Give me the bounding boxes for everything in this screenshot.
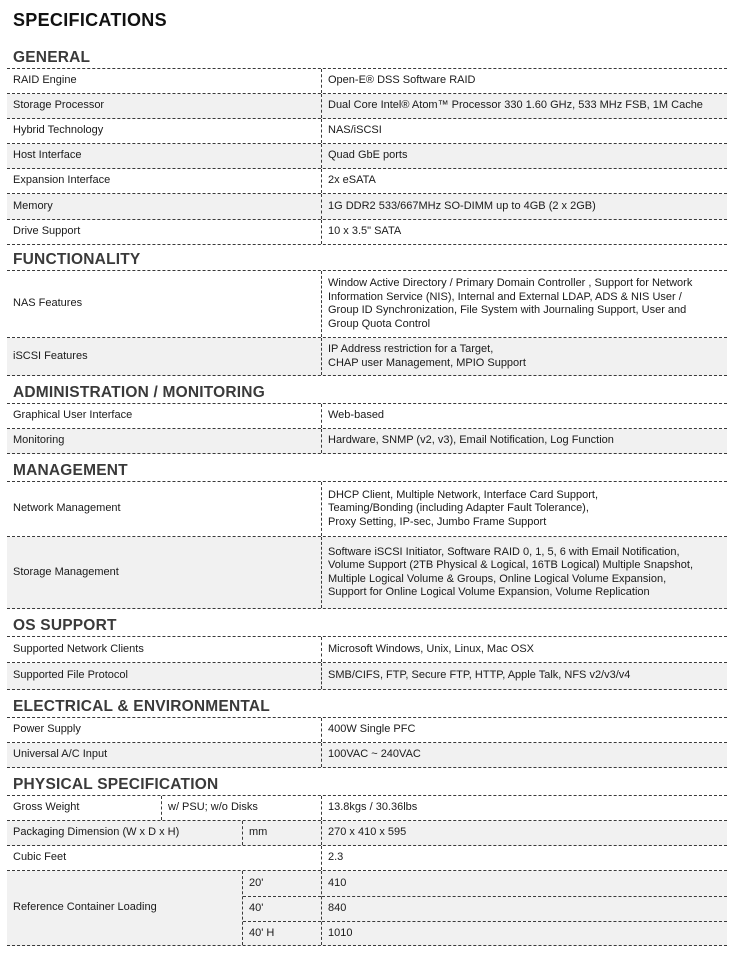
section-heading-physical: PHYSICAL SPECIFICATION <box>7 768 727 796</box>
spec-value: IP Address restriction for a Target, CHAP user Management, MPIO Support <box>321 338 727 375</box>
spec-value: Hardware, SNMP (v2, v3), Email Notification, Log Function <box>321 429 727 453</box>
container-value-40ft-h: 1010 <box>322 921 727 946</box>
section-heading-os-support: OS SUPPORT <box>7 609 727 637</box>
spec-value: 270 x 410 x 595 <box>321 821 727 845</box>
spec-value: Window Active Directory / Primary Domain Controller , Support for Network Information Service (NIS), Internal and External LDAP, ADS & NIS User / Group ID Synchronization, File System with Journaling Support, User and Group Quota Control <box>321 271 727 337</box>
spec-sub-label: mm <box>242 821 267 845</box>
container-value-40ft: 840 <box>322 896 727 921</box>
container-sub-column <box>242 871 321 945</box>
spec-value: 1G DDR2 533/667MHz SO-DIMM up to 4GB (2 x 2GB) <box>321 194 727 219</box>
spec-label: Storage Processor <box>13 99 105 112</box>
spec-label: Supported File Protocol <box>13 669 128 682</box>
spec-value: DHCP Client, Multiple Network, Interface Card Support, Teaming/Bonding (including Adapter Fault Tolerance), Proxy Setting, IP-sec, Jumbo Frame Support <box>321 482 727 536</box>
container-size-20ft: 20' <box>249 876 264 889</box>
section-heading-general: GENERAL <box>7 40 727 69</box>
container-value-20ft: 410 <box>328 876 347 889</box>
spec-label: Graphical User Interface <box>13 409 133 422</box>
spec-label: Gross Weight <box>13 801 80 814</box>
spec-sub-label: w/ PSU; w/o Disks <box>161 796 258 820</box>
spec-label: Hybrid Technology <box>13 124 104 137</box>
spec-row-nas-features <box>7 271 727 338</box>
spec-row-packaging-dimension <box>7 821 727 846</box>
spec-label: Host Interface <box>13 149 82 162</box>
spec-value: 100VAC ~ 240VAC <box>321 743 727 767</box>
spec-row-expansion-interface <box>7 169 727 194</box>
spec-value: 10 x 3.5" SATA <box>321 220 727 244</box>
spec-value: SMB/CIFS, FTP, Secure FTP, HTTP, Apple Talk, NFS v2/v3/v4 <box>321 663 727 689</box>
section-heading-electrical: ELECTRICAL & ENVIRONMENTAL <box>7 690 727 718</box>
spec-row-monitoring <box>7 429 727 454</box>
spec-label: Supported Network Clients <box>13 642 144 655</box>
spec-row-gross-weight <box>7 796 727 821</box>
spec-row-iscsi-features <box>7 338 727 376</box>
spec-value: 2.3 <box>321 846 727 870</box>
container-size-40ft: 40' <box>243 896 321 921</box>
spec-value: Quad GbE ports <box>321 144 727 168</box>
spec-row-storage-management <box>7 537 727 609</box>
section-heading-functionality: FUNCTIONALITY <box>7 245 727 271</box>
spec-row-power-supply <box>7 718 727 743</box>
spec-value: Microsoft Windows, Unix, Linux, Mac OSX <box>321 637 727 662</box>
spec-value: NAS/iSCSI <box>321 119 727 143</box>
spec-value: Web-based <box>321 404 727 428</box>
spec-row-network-clients <box>7 637 727 663</box>
spec-row-ac-input <box>7 743 727 768</box>
spec-row-network-management <box>7 482 727 537</box>
spec-value: 400W Single PFC <box>321 718 727 742</box>
spec-value: 2x eSATA <box>321 169 727 193</box>
spec-label: Memory <box>13 199 53 212</box>
spec-row-hybrid-technology <box>7 119 727 144</box>
spec-row-drive-support <box>7 220 727 245</box>
spec-label: Power Supply <box>13 723 81 736</box>
spec-label: Reference Container Loading <box>13 901 157 914</box>
spec-label: Universal A/C Input <box>13 748 108 761</box>
spec-row-memory <box>7 194 727 220</box>
spec-label: Monitoring <box>13 434 65 447</box>
page-title: SPECIFICATIONS <box>13 10 167 30</box>
spec-label: Network Management <box>13 502 121 515</box>
spec-label: Storage Management <box>13 565 119 578</box>
spec-row-raid-engine <box>7 69 727 94</box>
spec-label: RAID Engine <box>13 74 77 87</box>
spec-label: Cubic Feet <box>13 851 67 864</box>
spec-row-host-interface <box>7 144 727 169</box>
spec-label: Packaging Dimension (W x D x H) <box>13 826 180 839</box>
spec-label: NAS Features <box>13 297 83 310</box>
spec-label: Expansion Interface <box>13 174 111 187</box>
spec-value: Software iSCSI Initiator, Software RAID 0, 1, 5, 6 with Email Notification, Volume Support (2TB Physical & Logical, 16TB Logical) Multiple Snapshot, Multiple Logical Volume & Groups, Online Logical Volume Expansion, Support for Online Logical Volume Expansion, Volume Replication <box>321 537 727 608</box>
section-heading-administration: ADMINISTRATION / MONITORING <box>7 376 727 404</box>
section-heading-management: MANAGEMENT <box>7 454 727 482</box>
container-size-40ft-h: 40' H <box>243 921 321 946</box>
spec-value: Dual Core Intel® Atom™ Processor 330 1.60 GHz, 533 MHz FSB, 1M Cache <box>321 94 727 118</box>
spec-value: Open-E® DSS Software RAID <box>321 69 727 93</box>
spec-label: Drive Support <box>13 225 81 238</box>
spec-row-gui <box>7 404 727 429</box>
spec-label: iSCSI Features <box>13 349 88 362</box>
container-value-column <box>321 871 727 945</box>
spec-row-storage-processor <box>7 94 727 119</box>
spec-value: 13.8kgs / 30.36lbs <box>321 796 727 820</box>
spec-row-file-protocol <box>7 663 727 690</box>
spec-row-container-loading <box>7 871 727 946</box>
spec-row-cubic-feet <box>7 846 727 871</box>
